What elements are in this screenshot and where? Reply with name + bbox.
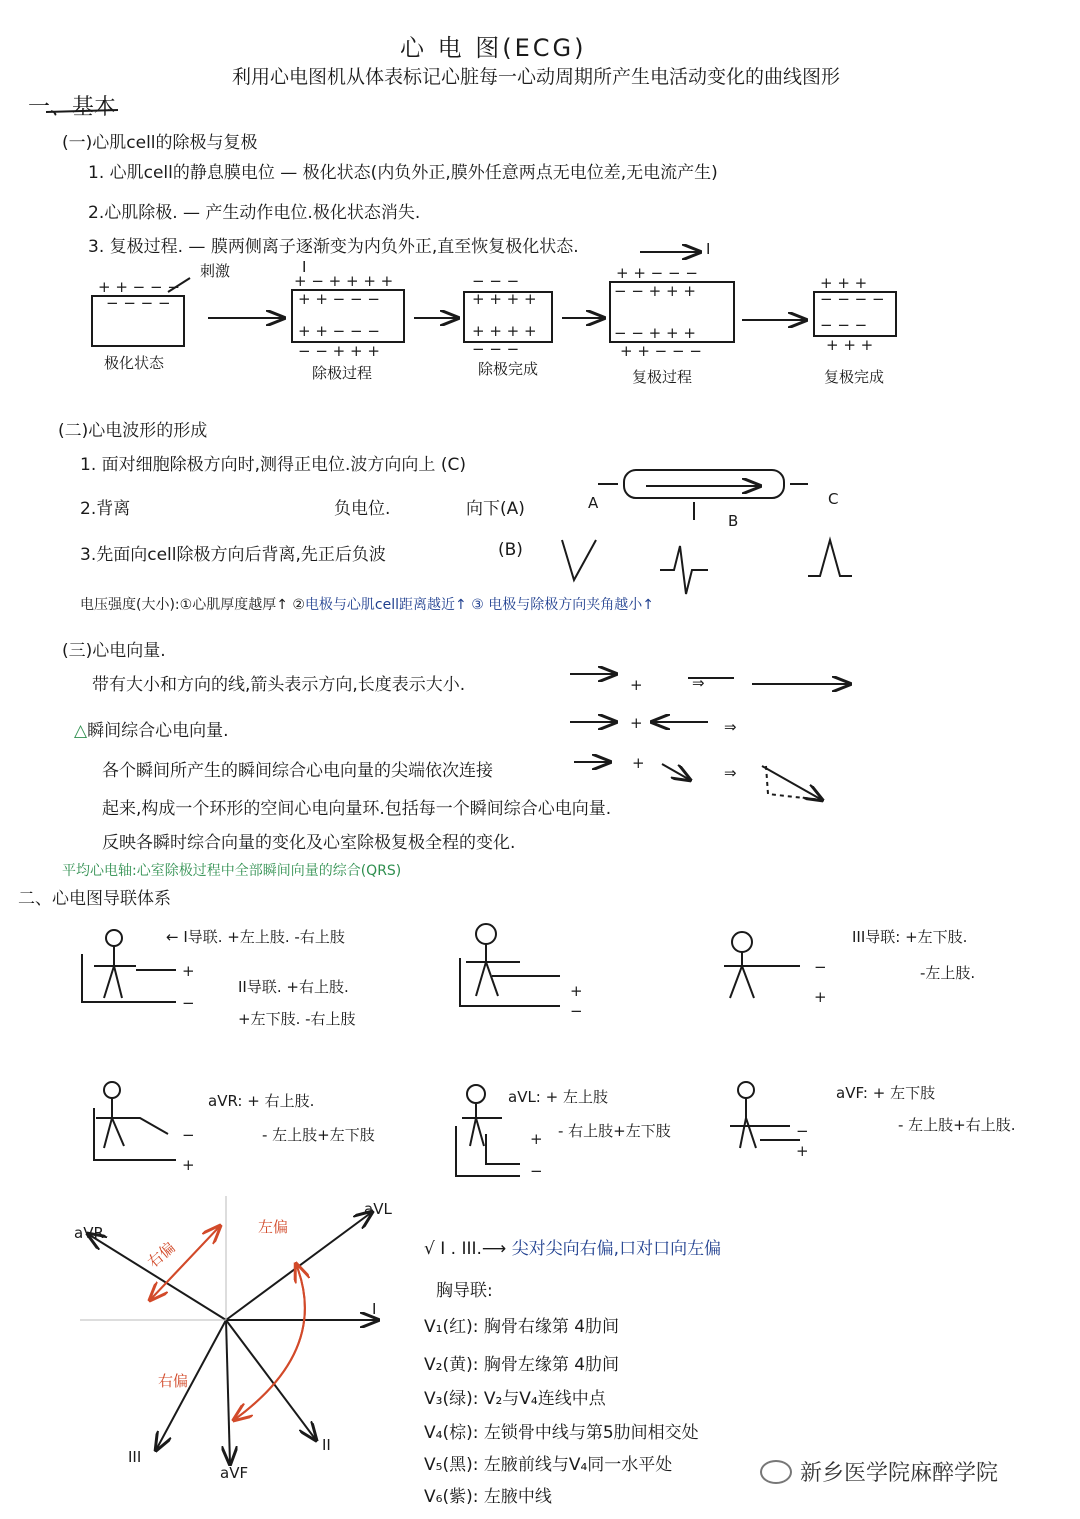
- svg-text:+ + − − −: + + − − −: [620, 342, 702, 360]
- sub-1-item-2: 2.心肌除极. — 产生动作电位.极化状态消失.: [88, 203, 421, 223]
- lead-III-label-1: III导联: +左下肢.: [852, 928, 968, 946]
- label-polarized: 极化状态: [104, 354, 165, 372]
- svg-text:− − −: − − −: [472, 340, 520, 358]
- svg-text:+ + +: + + +: [820, 274, 868, 292]
- sub-3-item-5: 反映各瞬时综合向量的变化及心室除极复极全程的变化.: [102, 833, 516, 853]
- axis-I-label: I: [372, 1300, 377, 1318]
- label-stimulus: 刺激: [200, 262, 231, 280]
- aVR-label-1: aVR: + 右上肢.: [208, 1092, 315, 1110]
- sub-1-item-1: 1. 心肌cell的静息膜电位 — 极化状态(内负外正,膜外任意两点无电位差,无电流产生): [88, 163, 718, 183]
- lead-I-label: ← I导联. +左上肢. -右上肢: [166, 928, 345, 946]
- chest-lead-V5: V₅(黑): 左腋前线与V₄同一水平处: [424, 1455, 673, 1475]
- wave-B: [660, 546, 708, 594]
- wave-A: [562, 540, 596, 580]
- sub-1-heading: (一)心肌cell的除极与复极: [62, 133, 258, 153]
- svg-text:+ + − − −: + + − − −: [616, 264, 698, 282]
- label-depolarized: 除极完成: [478, 360, 539, 378]
- svg-text:+ + + +: + + + +: [472, 322, 537, 340]
- marker-I-1: I: [302, 258, 307, 276]
- aVL-label-1: aVL: + 左上肢: [508, 1088, 608, 1106]
- mean-axis-note: 平均心电轴:心室除极过程中全部瞬间向量的综合(QRS): [62, 863, 402, 879]
- axis-aVL-label: aVL: [364, 1200, 392, 1218]
- svg-text:⇒: ⇒: [692, 674, 705, 692]
- section-1-heading: 一、基本: [28, 95, 117, 120]
- svg-text:−: −: [814, 958, 827, 976]
- marker-I-2: I: [706, 240, 711, 258]
- chest-leads-heading: 胸导联:: [436, 1281, 493, 1301]
- svg-text:+: +: [182, 1156, 195, 1174]
- axis-II-label: II: [322, 1436, 331, 1454]
- axis-III-label: III: [128, 1448, 142, 1466]
- svg-text:⇒: ⇒: [724, 718, 737, 736]
- page-title: 心 电 图(ECG): [400, 34, 587, 62]
- cell-strip: [624, 470, 784, 498]
- svg-text:+ + +: + + +: [826, 336, 874, 354]
- right-deviation-label-2: 右偏: [158, 1372, 189, 1390]
- svg-text:+: +: [630, 714, 643, 732]
- svg-text:+: +: [630, 676, 643, 694]
- aVL-label-2: - 右上肢+左下肢: [558, 1122, 671, 1140]
- right-deviation-label: 右偏: [144, 1238, 179, 1272]
- chest-lead-V4: V₄(棕): 左锁骨中线与第5肋间相交处: [424, 1423, 699, 1443]
- sub-3-item-3: 各个瞬间所产生的瞬间综合心电向量的尖端依次连接: [102, 761, 493, 781]
- svg-text:+: +: [632, 754, 645, 772]
- sub-2-heading: (二)心电波形的形成: [58, 421, 208, 441]
- svg-text:+ + − − −: + + − − −: [298, 322, 380, 340]
- svg-text:− − − −: − − − −: [820, 290, 885, 308]
- sub-2-item-3: 3.先面向cell除极方向后背离,先正后负波: [80, 545, 386, 565]
- lead-II-label-1: II导联. +右上肢.: [238, 978, 349, 996]
- wave-C: [808, 540, 852, 576]
- voltage-strength-b: 电极与心肌cell距离越近↑ ③ 电极与除极方向夹角越小↑: [304, 597, 654, 613]
- label-repolarized: 复极完成: [824, 368, 885, 386]
- sub-3-item-1: 带有大小和方向的线,箭头表示方向,长度表示大小.: [92, 675, 466, 695]
- triangle-icon: △: [74, 721, 88, 741]
- svg-text:+ + + +: + + + +: [472, 290, 537, 308]
- hexaxial-system: [80, 1196, 378, 1464]
- lead-II-label-2: +左下肢. -右上肢: [238, 1010, 356, 1028]
- axis-note-text: 尖对尖向右偏,口对口向左偏: [511, 1239, 722, 1259]
- label-repolarizing: 复极过程: [632, 368, 693, 386]
- svg-text:−: −: [796, 1122, 809, 1140]
- left-deviation-label: 左偏: [258, 1218, 289, 1236]
- sub-2-item-2a: 2.背离: [80, 499, 131, 519]
- aVF-label-1: aVF: + 左下肢: [836, 1084, 936, 1102]
- svg-text:+: +: [796, 1142, 809, 1160]
- sub-2-item-2c: 向下(A): [466, 499, 525, 519]
- label-depolarizing: 除极过程: [312, 364, 373, 382]
- svg-text:+ − + + + +: + − + + + +: [294, 272, 394, 290]
- chest-lead-V6: V₆(紫): 左腋中线: [424, 1487, 552, 1507]
- svg-text:− − −: − − −: [472, 272, 520, 290]
- svg-text:+ + − − −: + + − − −: [98, 278, 180, 296]
- svg-text:− − + + +: − − + + +: [614, 324, 696, 342]
- sub-2-item-3b: (B): [498, 540, 523, 560]
- svg-text:− − + + +: − − + + +: [614, 282, 696, 300]
- section-2-heading: 二、心电图导联体系: [18, 889, 171, 909]
- sub-2-item-2b: 负电位.: [334, 499, 391, 519]
- chest-lead-V3: V₃(绿): V₂与V₄连线中点: [424, 1389, 606, 1409]
- sub-2-item-1: 1. 面对细胞除极方向时,测得正电位.波方向向上 (C): [80, 455, 466, 475]
- svg-text:+: +: [530, 1130, 543, 1148]
- svg-text:+: +: [182, 962, 195, 980]
- chest-lead-V1: V₁(红): 胸骨右缘第 4肋间: [424, 1317, 620, 1337]
- aVF-label-2: - 左上肢+右上肢.: [898, 1116, 1016, 1134]
- electrode-A-label: A: [588, 494, 599, 512]
- page-subtitle: 利用心电图机从体表标记心脏每一心动周期所产生电活动变化的曲线图形: [232, 66, 841, 88]
- svg-text:−: −: [570, 1002, 583, 1020]
- svg-text:−: −: [182, 1126, 195, 1144]
- watermark-text: 新乡医学院麻醉学院: [800, 1461, 999, 1486]
- chest-lead-V2: V₂(黄): 胸骨左缘第 4肋间: [424, 1355, 620, 1375]
- axis-aVR-label: aVR: [74, 1224, 104, 1242]
- svg-text:− − −: − − −: [820, 316, 868, 334]
- sub-3-item-4: 起来,构成一个环形的空间心电向量环.包括每一个瞬间综合心电向量.: [102, 799, 612, 819]
- lead-III-label-2: -左上肢.: [920, 964, 976, 982]
- svg-text:+ + − − −: + + − − −: [298, 290, 380, 308]
- axis-aVF-label: aVF: [220, 1464, 249, 1482]
- axis-note-prefix: √ I . III.⟶: [424, 1239, 512, 1259]
- sub-3-heading: (三)心电向量.: [62, 641, 166, 661]
- voltage-strength-a: 电压强度(大小):①心肌厚度越厚↑ ②: [80, 597, 305, 613]
- svg-text:⇒: ⇒: [724, 764, 737, 782]
- svg-text:− − − −: − − − −: [106, 294, 171, 312]
- aVR-label-2: - 左上肢+左下肢: [262, 1126, 375, 1144]
- svg-text:−: −: [530, 1162, 543, 1180]
- svg-text:− − + + +: − − + + +: [298, 342, 380, 360]
- electrode-C-label: C: [828, 490, 839, 508]
- electrode-B-label: B: [728, 512, 739, 530]
- sub-1-item-3: 3. 复极过程. — 膜两侧离子逐渐变为内负外正,直至恢复极化状态.: [88, 237, 579, 257]
- svg-text:−: −: [182, 994, 195, 1012]
- svg-text:+: +: [814, 988, 827, 1006]
- sub-3-item-2-text: 瞬间综合心电向量.: [87, 721, 229, 741]
- svg-text:+: +: [570, 982, 583, 1000]
